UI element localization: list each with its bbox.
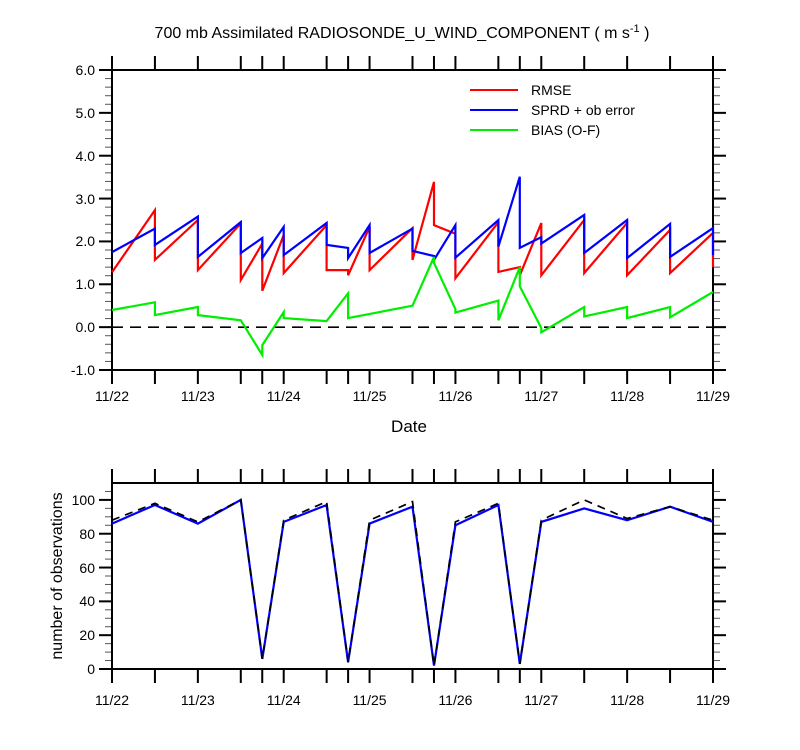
y-tick-label: 5.0 <box>75 104 95 121</box>
page-title-superscript: -1 <box>629 22 640 35</box>
x-tick-label: 11/28 <box>610 692 645 708</box>
y-tick-label: 60 <box>79 559 95 576</box>
x-tick-label: 11/24 <box>266 692 301 708</box>
x-tick-label: 11/26 <box>438 388 473 404</box>
bottom-yaxis-title: number of observations <box>49 492 66 660</box>
series-line-solid-0 <box>112 500 713 666</box>
rmse-line-swatch <box>470 89 518 91</box>
x-tick-label: 11/22 <box>95 692 129 708</box>
series-line-dashed-1 <box>112 500 713 666</box>
page-title-end: ) <box>639 25 650 43</box>
y-tick-label: 1.0 <box>75 276 95 293</box>
legend-row-bias <box>470 120 635 140</box>
legend-label-sprd: SPRD + ob error <box>531 102 635 118</box>
y-tick-label: -1.0 <box>70 362 95 378</box>
series-line-sprd-ob-error <box>112 177 713 260</box>
y-tick-label: 20 <box>79 627 95 644</box>
x-tick-label: 11/27 <box>524 692 559 708</box>
y-tick-label: 2.0 <box>75 233 95 250</box>
legend-row-rmse <box>470 80 635 100</box>
y-tick-label: 3.0 <box>75 190 95 207</box>
x-tick-label: 11/28 <box>610 388 645 404</box>
bottom-plot <box>99 469 726 683</box>
sprd-line-swatch <box>470 109 518 111</box>
x-tick-label: 11/29 <box>696 388 730 404</box>
x-tick-label: 11/22 <box>95 388 129 404</box>
y-tick-label: 0 <box>87 661 95 677</box>
legend-label-rmse: RMSE <box>531 82 572 98</box>
x-tick-label: 11/23 <box>180 692 215 708</box>
x-tick-label: 11/27 <box>524 388 559 404</box>
legend-label-bias: BIAS (O-F) <box>531 122 601 138</box>
page-title-main: 700 mb Assimilated RADIOSONDE_U_WIND_COMPONENT ( m s <box>154 25 630 43</box>
legend-row-sprd <box>470 100 635 120</box>
page-title <box>155 23 650 43</box>
y-tick-label: 0.0 <box>75 319 95 336</box>
y-tick-label: 6.0 <box>75 62 95 78</box>
x-tick-label: 11/25 <box>352 692 387 708</box>
x-tick-label: 11/23 <box>180 388 215 404</box>
x-tick-label: 11/26 <box>438 692 473 708</box>
y-tick-label: 100 <box>71 491 95 508</box>
legend <box>470 80 635 140</box>
series-line-bias-o-f- <box>112 257 713 355</box>
top-xaxis-title: Date <box>391 417 427 436</box>
x-tick-label: 11/25 <box>352 388 387 404</box>
x-tick-label: 11/24 <box>266 388 301 404</box>
x-tick-label: 11/29 <box>696 692 730 708</box>
y-tick-label: 80 <box>79 525 95 542</box>
y-tick-label: 40 <box>79 593 95 610</box>
y-tick-label: 4.0 <box>75 147 95 164</box>
bias-line-swatch <box>470 129 518 131</box>
